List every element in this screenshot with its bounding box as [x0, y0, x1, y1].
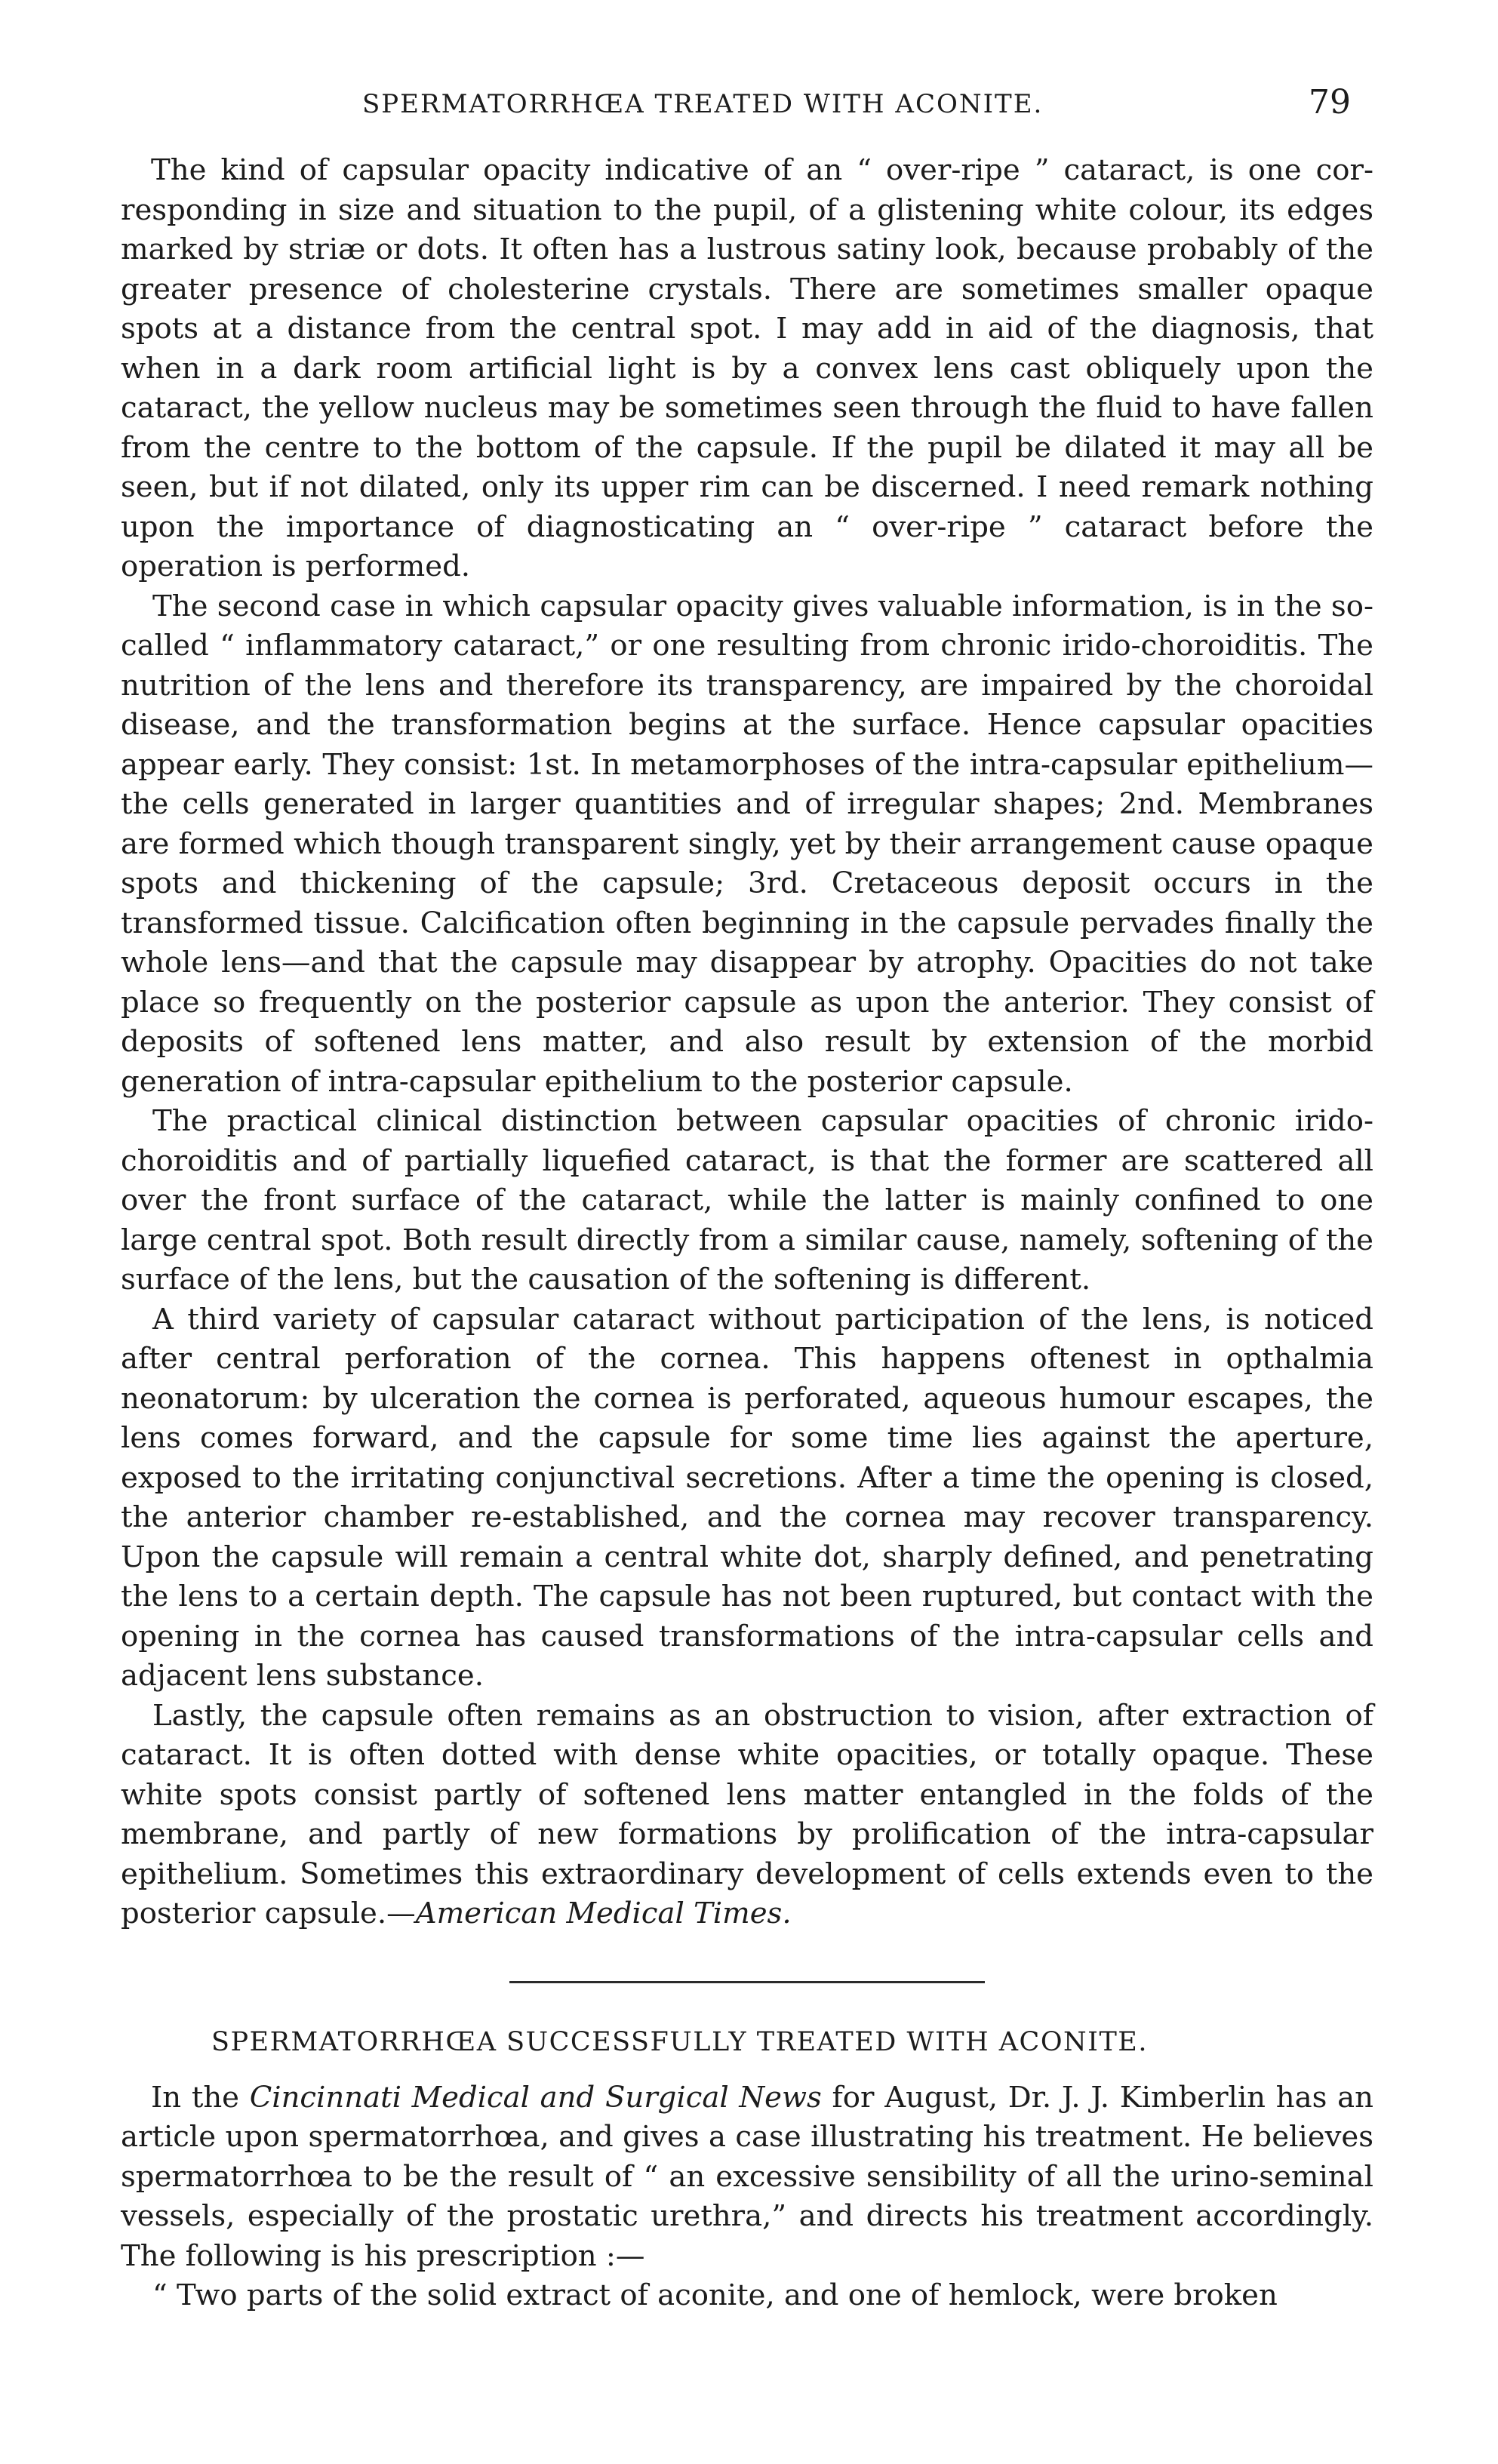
page-number: 79 [1309, 83, 1351, 122]
article-capsular-cataract [121, 151, 1373, 1934]
paragraph-kimberlin-lead: In the [151, 2080, 250, 2115]
paragraph-inflammatory-cataract: The second case in which capsular opacity gives valuable information, is in the so-called “ inflammatory cataract,” or one resulting from chronic irido-choroiditis. The nutrition of the lens and therefore its transparency, are impaired by the choroidal disease, and the transformation begins at the surface. Hence capsular opacities appear early. They consist: 1st. In metamorphoses of the intra-capsular epithelium—the cells generated in larger quantities and of irregular shapes; 2nd. Membranes are formed which though transparent singly, yet by their arrangement cause opaque spots and thickening of the capsule; 3rd. Cretaceous deposit occurs in the transformed tissue. Calcification often beginning in the capsule pervades finally the whole lens—and that the capsule may disappear by atrophy. Opacities do not take place so frequently on the posterior capsule as upon the anterior. They consist of deposits of softened lens matter, and also result by extension of the morbid generation of intra-capsular epithelium to the posterior capsule. [121, 589, 1373, 1099]
paragraph-kimberlin-rest: for August, Dr. J. J. Kimberlin has an article upon spermatorrhœa, and gives a case illustrating his treatment. He believes spermatorrhœa to be the result of “ an excessive sensibility of all the urino-seminal vessels, especially of the prostatic urethra,” and directs his treatment accordingly. The following is his prescription :— [121, 2080, 1373, 2273]
paragraph-kimberlin [121, 2078, 1373, 2277]
book-page [121, 83, 1373, 2316]
section-heading: SPERMATORRHŒA SUCCESSFULLY TREATED WITH ACONITE. [211, 2026, 1148, 2057]
running-title: SPERMATORRHŒA TREATED WITH ACONITE. [362, 89, 1044, 119]
paragraph-overripe-cataract: The kind of capsular opacity indicative of an “ over-ripe ” cataract, is one corresponding in size and situation to the pupil, of a glistening white colour, its edges marked by striæ or dots. It often has a lustrous satiny look, because probably of the greater presence of cholesterine crystals. There are sometimes smaller opaque spots at a distance from the central spot. I may add in aid of the diagnosis, that when in a dark room artificial light is by a convex lens cast obliquely upon the cataract, the yellow nucleus may be sometimes seen through the fluid to have fallen from the centre to the bottom of the capsule. If the pupil be dilated it may all be seen, but if not dilated, only its upper rim can be discerned. I need remark nothing upon the importance of diagnosticating an “ over-ripe ” cataract before the operation is performed. [121, 153, 1373, 583]
journal-title: Cincinnati Medical and Surgical News [249, 2080, 822, 2115]
paragraph-clinical-distinction: The practical clinical distinction between capsular opacities of chronic irido-choroiditis and of partially liquefied cataract, is that the former are scattered all over the front surface of the cataract, while the latter is mainly confined to one large central spot. Both result directly from a similar cause, namely, softening of the surface of the lens, but the causation of the softening is different. [121, 1104, 1373, 1297]
paragraph-prescription: “ Two parts of the solid extract of aconite, and one of hemlock, were broken [152, 2278, 1278, 2312]
running-head [121, 83, 1373, 128]
article-spermatorrhoea [121, 2078, 1373, 2316]
source-citation: American Medical Times. [415, 1896, 792, 1930]
paragraph-lastly-text: Lastly, the capsule often remains as an obstruction to vision, after extraction of cataract. It is often dotted with dense white opacities, or totally opaque. These white spots consist partly of softened lens matter entangled in the folds of the membrane, and partly of new formations by prolification of the intra-capsular epithelium. Sometimes this extraordinary development of cells extends even to the posterior capsule.— [121, 1698, 1373, 1930]
paragraph-third-variety: A third variety of capsular cataract without participation of the lens, is noticed after central perforation of the cornea. This happens oftenest in opthalmia neonatorum: by ulceration the cornea is perforated, aqueous humour escapes, the lens comes forward, and the capsule for some time lies against the aperture, exposed to the irritating conjunctival secretions. After a time the opening is closed, the anterior chamber re-established, and the cornea may recover transparency. Upon the capsule will remain a central white dot, sharply defined, and penetrating the lens to a certain depth. The capsule has not been ruptured, but contact with the opening in the cornea has caused transformations of the intra-capsular cells and adjacent lens substance. [121, 1302, 1373, 1693]
section-divider [509, 1981, 985, 1983]
paragraph-lastly [121, 1696, 1373, 1934]
